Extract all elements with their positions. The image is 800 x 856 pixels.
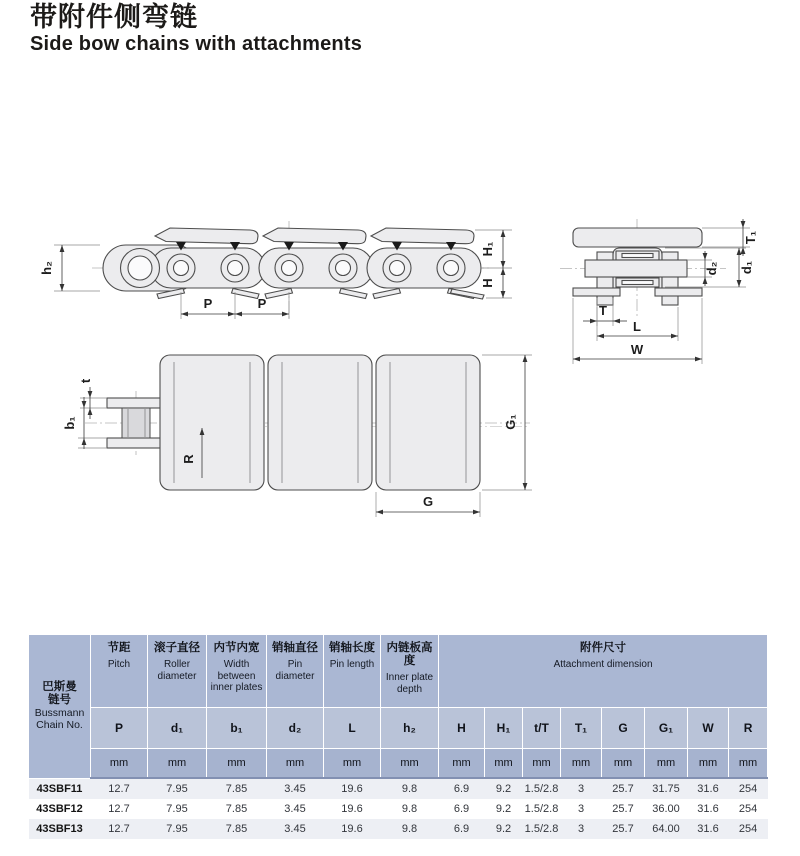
table-cell: 254 xyxy=(738,803,758,815)
table-cell: 31.75 xyxy=(652,783,680,795)
table-cell: 12.7 xyxy=(108,803,130,815)
dim-label-W: W xyxy=(630,342,644,357)
table-cell: 7.85 xyxy=(225,803,248,815)
plan-view-drawing xyxy=(62,355,532,517)
table-row xyxy=(29,778,768,799)
table-cell: 6.9 xyxy=(453,803,470,815)
table-cell: 7.85 xyxy=(225,823,248,835)
header-unit-row xyxy=(29,749,768,779)
unit-cell: mm xyxy=(207,749,267,779)
table-cell: 9.2 xyxy=(495,823,512,835)
dim-label-T1: T₁ xyxy=(743,230,758,245)
end-view-drawing xyxy=(560,219,758,364)
table-cell: 25.7 xyxy=(612,783,634,795)
table-cell: 12.7 xyxy=(108,823,130,835)
table-cell: 254 xyxy=(738,823,758,835)
symbol-b1: b₁ xyxy=(207,708,267,749)
table-cell: 9.2 xyxy=(495,803,512,815)
dim-label-T: T xyxy=(599,303,607,318)
col-header-inner-plate-depth: 内链板高度 Inner plate depth xyxy=(381,635,439,708)
header-symbol-row xyxy=(29,708,768,749)
dim-label-h2: h₂ xyxy=(39,261,54,275)
symbol-h2: h₂ xyxy=(381,708,439,749)
table-cell: 9.8 xyxy=(401,823,418,835)
symbol-H1: H₁ xyxy=(485,708,523,749)
table-cell: 6.9 xyxy=(453,783,470,795)
table-cell: 9.8 xyxy=(401,803,418,815)
unit-cell: mm xyxy=(523,749,561,779)
symbol-d2: d₂ xyxy=(267,708,324,749)
dim-label-d2: d₂ xyxy=(704,261,719,276)
page-header xyxy=(30,2,362,56)
table-cell: 3.45 xyxy=(284,803,306,815)
table-cell: 1.5/2.8 xyxy=(524,823,559,835)
symbol-L: L xyxy=(324,708,381,749)
unit-cell: mm xyxy=(602,749,645,779)
table-cell: 31.6 xyxy=(697,823,719,835)
unit-cell: mm xyxy=(561,749,602,779)
unit-cell: mm xyxy=(645,749,688,779)
table-cell: 31.6 xyxy=(697,803,719,815)
unit-cell: mm xyxy=(91,749,148,779)
table-cell: 9.8 xyxy=(401,783,418,795)
table-row xyxy=(29,799,768,819)
table-row xyxy=(29,819,768,839)
dim-label-t: t xyxy=(78,378,93,384)
table-cell: 254 xyxy=(738,783,758,795)
table-cell: 31.6 xyxy=(697,783,719,795)
symbol-H: H xyxy=(439,708,485,749)
table-cell: 7.95 xyxy=(166,823,188,835)
table-cell: 1.5/2.8 xyxy=(524,803,559,815)
table-cell: 3 xyxy=(577,823,585,835)
symbol-W: W xyxy=(688,708,729,749)
symbol-G1: G₁ xyxy=(645,708,688,749)
table-cell: 7.95 xyxy=(166,803,188,815)
unit-cell: mm xyxy=(688,749,729,779)
unit-cell: mm xyxy=(148,749,207,779)
page-title-zh: 带附件侧弯链 xyxy=(30,2,198,32)
col-header-attachment-dimension: 附件尺寸 Attachment dimension xyxy=(439,635,768,708)
dim-label-p1: P xyxy=(203,296,213,311)
dim-label-L: L xyxy=(633,319,641,334)
symbol-P: P xyxy=(91,708,148,749)
symbol-R: R xyxy=(729,708,768,749)
table-cell: 19.6 xyxy=(341,823,363,835)
unit-cell: mm xyxy=(485,749,523,779)
table-cell: 19.6 xyxy=(341,783,363,795)
col-header-inner-width: 内节内宽 Width between inner plates xyxy=(207,635,267,708)
col-header-roller-diameter: 滚子直径 Roller diameter xyxy=(148,635,207,708)
table-cell: 7.95 xyxy=(166,783,188,795)
table-cell: 9.2 xyxy=(495,783,512,795)
table-cell: 3 xyxy=(577,783,585,795)
technical-drawings xyxy=(0,195,800,535)
symbol-d1: d₁ xyxy=(148,708,207,749)
unit-cell: mm xyxy=(381,749,439,779)
symbol-tT: t/T xyxy=(523,708,561,749)
table-cell: 6.9 xyxy=(453,823,470,835)
col-header-pitch: 节距 Pitch xyxy=(91,635,148,708)
chain-no-cell: 43SBF13 xyxy=(36,823,83,835)
table-cell: 64.00 xyxy=(652,823,680,835)
table-cell: 3 xyxy=(577,803,585,815)
unit-cell: mm xyxy=(439,749,485,779)
table-cell: 7.85 xyxy=(225,783,248,795)
table-cell: 25.7 xyxy=(612,823,634,835)
chain-no-cell: 43SBF11 xyxy=(36,782,83,795)
table-cell: 1.5/2.8 xyxy=(524,783,559,795)
dim-label-G: G xyxy=(422,494,434,509)
col-header-pin-length: 销轴长度 Pin length xyxy=(324,635,381,708)
symbol-G: G xyxy=(602,708,645,749)
dim-label-H1: H₁ xyxy=(480,241,495,257)
table-cell: 36.00 xyxy=(652,803,680,815)
unit-cell: mm xyxy=(324,749,381,779)
col-header-pin-diameter: 销轴直径 Pin diameter xyxy=(267,635,324,708)
table-cell: 12.7 xyxy=(108,783,130,795)
dim-label-G1: G₁ xyxy=(503,414,518,430)
unit-cell: mm xyxy=(267,749,324,779)
table-cell: 3.45 xyxy=(284,783,306,795)
dim-label-R: R xyxy=(181,454,196,464)
table-cell: 3.45 xyxy=(284,823,306,835)
header-name-row xyxy=(29,635,768,708)
chain-no-cell: 43SBF12 xyxy=(36,803,83,815)
page-title-en: Side bow chains with attachments xyxy=(30,33,363,55)
dim-label-b1: b₁ xyxy=(62,416,77,430)
spec-table xyxy=(28,634,768,839)
table-cell: 25.7 xyxy=(612,803,634,815)
col-header-chain-no: 巴斯曼 链号 Bussmann Chain No. xyxy=(29,635,91,779)
table-cell: 19.6 xyxy=(341,803,363,815)
dim-label-p2: P xyxy=(257,296,267,311)
symbol-T1: T₁ xyxy=(561,708,602,749)
side-view-drawing xyxy=(39,221,512,321)
unit-cell: mm xyxy=(729,749,768,779)
dim-label-H: H xyxy=(480,278,495,288)
dim-label-d1: d₁ xyxy=(739,260,754,275)
